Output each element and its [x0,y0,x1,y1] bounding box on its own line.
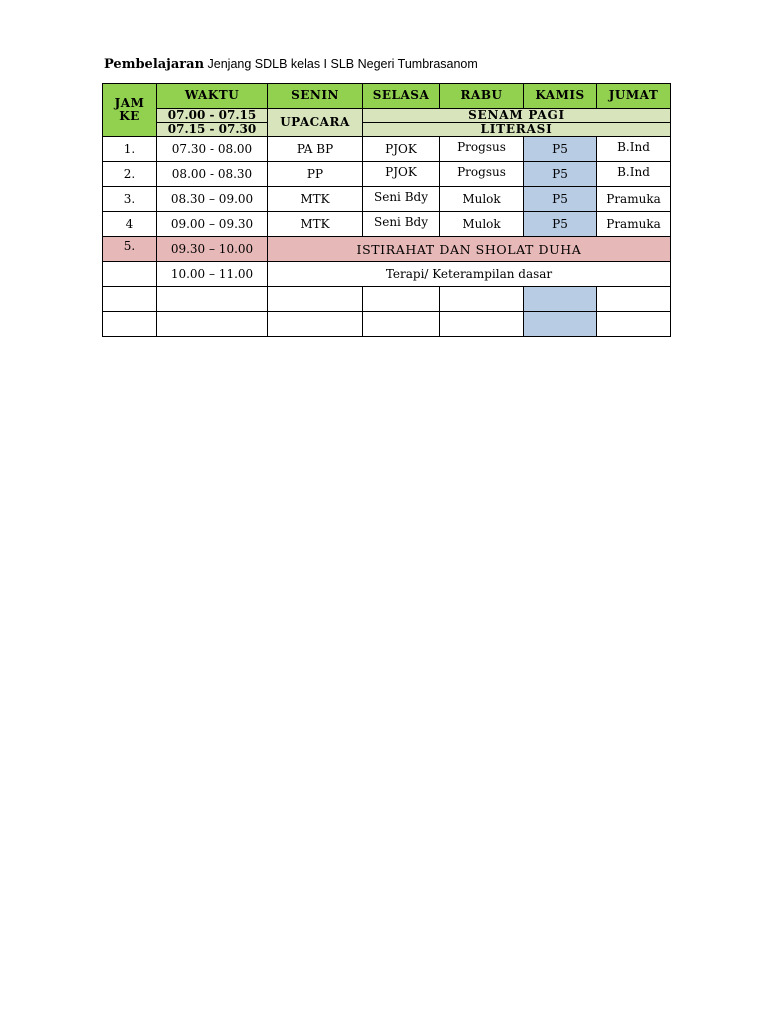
jumat-cell: B.Ind [597,162,671,187]
selasa-cell: PJOK [363,137,440,162]
table-row [103,162,671,187]
empty-row [103,312,671,337]
table-row [103,137,671,162]
jam-cell: 3. [103,187,157,212]
rabu-cell: Progsus [440,137,524,162]
header-kamis: KAMIS [524,84,597,109]
title-bold: Pembelajaran [104,57,205,72]
header-rabu: RABU [440,84,524,109]
opening-row-1 [103,109,671,123]
kamis-cell: P5 [524,187,597,212]
therapy-cell: Terapi/ Keterampilan dasar [268,262,671,287]
header-selasa: SELASA [363,84,440,109]
header-row [103,84,671,109]
jumat-cell: Pramuka [597,187,671,212]
jumat-cell: Pramuka [597,212,671,237]
jumat-cell: B.Ind [597,137,671,162]
table-row [103,212,671,237]
schedule-table [102,83,671,337]
senin-cell: MTK [268,212,363,237]
jam-cell: 4 [103,212,157,237]
empty-cell [268,312,363,337]
selasa-cell: Seni Bdy [363,187,440,212]
literasi-cell: LITERASI [363,123,671,137]
empty-cell [597,287,671,312]
break-row [103,237,671,262]
empty-cell [363,312,440,337]
header-jam-ke: JAM KE [103,84,157,137]
empty-cell [103,312,157,337]
jam-cell [103,262,157,287]
rabu-cell: Mulok [440,187,524,212]
table-row [103,187,671,212]
header-jumat: JUMAT [597,84,671,109]
waktu-cell: 08.30 – 09.00 [157,187,268,212]
empty-cell [440,312,524,337]
kamis-cell: P5 [524,137,597,162]
empty-cell [363,287,440,312]
waktu-cell: 08.00 - 08.30 [157,162,268,187]
senin-cell: MTK [268,187,363,212]
empty-cell [597,312,671,337]
empty-cell [157,312,268,337]
waktu-cell: 07.30 - 08.00 [157,137,268,162]
rabu-cell: Mulok [440,212,524,237]
selasa-cell: Seni Bdy [363,212,440,237]
empty-row [103,287,671,312]
istirahat-cell: ISTIRAHAT DAN SHOLAT DUHA [268,237,671,262]
senin-cell: PA BP [268,137,363,162]
title-rest: Jenjang SDLB kelas I SLB Negeri Tumbrasanom [207,57,478,71]
waktu-cell: 09.30 – 10.00 [157,237,268,262]
opening-row-2 [103,123,671,137]
waktu-cell: 09.00 – 09.30 [157,212,268,237]
header-senin: SENIN [268,84,363,109]
empty-cell [157,287,268,312]
kamis-cell: P5 [524,212,597,237]
waktu-cell: 10.00 – 11.00 [157,262,268,287]
opening-time-1: 07.00 - 07.15 [157,109,268,123]
upacara-cell: UPACARA [268,109,363,137]
empty-cell [103,287,157,312]
senin-cell: PP [268,162,363,187]
jam-cell: 1. [103,137,157,162]
selasa-cell: PJOK [363,162,440,187]
document-title [104,57,478,72]
empty-kamis-cell [524,312,597,337]
jam-cell: 5. [103,237,157,262]
empty-kamis-cell [524,287,597,312]
kamis-cell: P5 [524,162,597,187]
rabu-cell: Progsus [440,162,524,187]
header-waktu: WAKTU [157,84,268,109]
opening-time-2: 07.15 - 07.30 [157,123,268,137]
senam-pagi-cell: SENAM PAGI [363,109,671,123]
jam-cell: 2. [103,162,157,187]
therapy-row [103,262,671,287]
empty-cell [440,287,524,312]
empty-cell [268,287,363,312]
